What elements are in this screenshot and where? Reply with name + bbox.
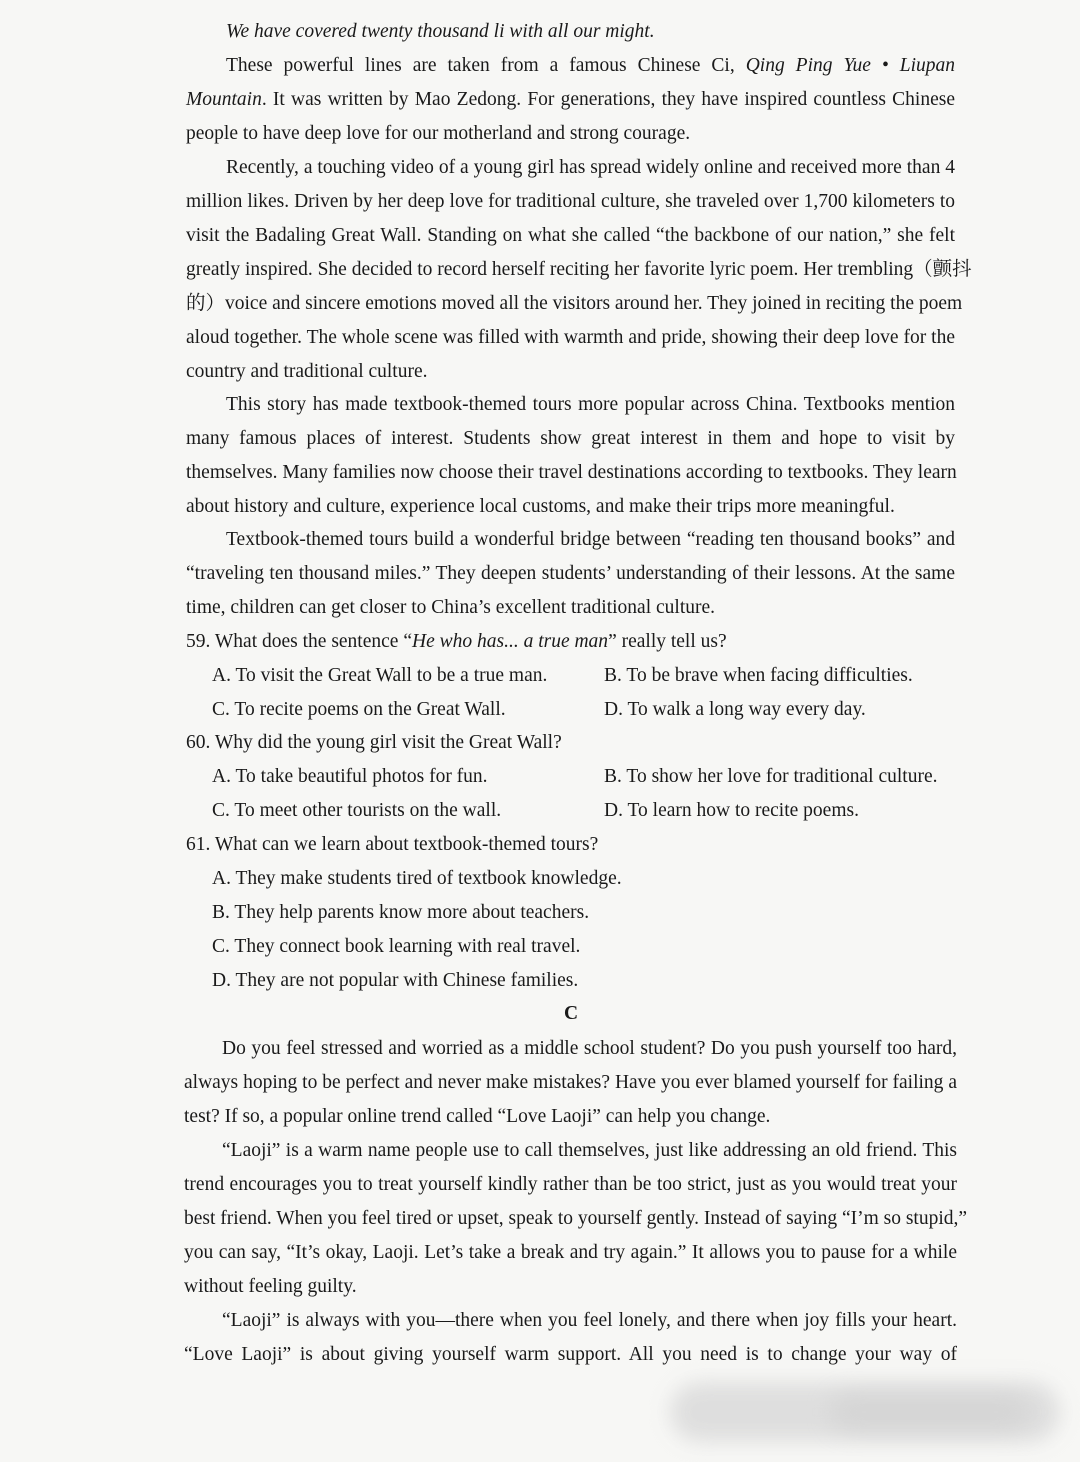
q60-option-d: D. To learn how to recite poems. <box>604 800 859 821</box>
paragraph-2-line: 的）voice and sincere emotions moved all the visitors around her. They joined in reciting the poem <box>186 293 963 314</box>
paragraph-4-line: Textbook-themed tours build a wonderful bridge between “reading ten thousand books” and <box>226 529 955 550</box>
section-c-heading: C <box>564 1003 579 1024</box>
q61-option-b: B. They help parents know more about teachers. <box>212 902 590 923</box>
paragraph-2-line: million likes. Driven by her deep love for traditional culture, she traveled over 1,700 kilometers to <box>186 191 955 212</box>
c-paragraph-1-line: always hoping to be perfect and never make mistakes? Have you ever blamed yourself for failing a <box>184 1072 957 1093</box>
question-61: 61. What can we learn about textbook-themed tours? <box>186 834 599 855</box>
q60-option-a: A. To take beautiful photos for fun. <box>212 766 488 787</box>
q59-option-b: B. To be brave when facing difficulties. <box>604 665 913 686</box>
paragraph-4-line: time, children can get closer to China’s excellent traditional culture. <box>186 597 716 618</box>
paragraph-2-line: greatly inspired. She decided to record herself reciting her favorite lyric poem. Her trembling（颤抖 <box>186 259 972 280</box>
blurred-watermark-inner <box>830 1394 1030 1430</box>
paragraph-2-line: aloud together. The whole scene was filled with warmth and pride, showing their deep love for the <box>186 327 955 348</box>
c-paragraph-2-line: trend encourages you to treat yourself kindly rather than be too strict, just as you would treat your <box>184 1174 957 1195</box>
c-paragraph-2-line: best friend. When you feel tired or upset, speak to yourself gently. Instead of saying “I’m so stupid,” <box>184 1208 968 1229</box>
ci-title: Qing Ping Yue • Liupan <box>745 55 955 76</box>
c-paragraph-1-line: Do you feel stressed and worried as a middle school student? Do you push yourself too hard, <box>222 1038 957 1059</box>
c-paragraph-2-line: you can say, “It’s okay, Laoji. Let’s take a break and try again.” It allows you to pause for a while <box>184 1242 957 1263</box>
paragraph-2-line: country and traditional culture. <box>186 361 428 382</box>
paragraph-3-line: about history and culture, experience local customs, and make their trips more meaningful. <box>186 496 895 517</box>
q59-option-a: A. To visit the Great Wall to be a true man. <box>212 665 548 686</box>
c-paragraph-3-line: “Love Laoji” is about giving yourself warm support. All you need is to change your way of <box>184 1344 957 1365</box>
question-59: 59. What does the sentence “He who has... a true man” really tell us? <box>186 631 727 652</box>
question-60: 60. Why did the young girl visit the Great Wall? <box>186 732 562 753</box>
q60-option-b: B. To show her love for traditional culture. <box>604 766 938 787</box>
paragraph-2-line: visit the Badaling Great Wall. Standing on what she called “the backbone of our nation,” she felt <box>186 225 955 246</box>
q60-option-c: C. To meet other tourists on the wall. <box>212 800 502 821</box>
c-paragraph-1-line: test? If so, a popular online trend called “Love Laoji” can help you change. <box>184 1106 771 1127</box>
paragraph-3-line: many famous places of interest. Students show great interest in them and hope to visit by <box>186 428 955 449</box>
q61-option-c: C. They connect book learning with real travel. <box>212 936 581 957</box>
paragraph-3-line: This story has made textbook-themed tours more popular across China. Textbooks mention <box>226 394 955 415</box>
paragraph-4-line: “traveling ten thousand miles.” They deepen students’ understanding of their lessons. At the same <box>186 563 955 584</box>
q61-option-d: D. They are not popular with Chinese families. <box>212 970 579 991</box>
c-paragraph-3-line: “Laoji” is always with you—there when you feel lonely, and there when joy fills your heart. <box>222 1310 957 1331</box>
quoted-sentence: He who has... a true man <box>411 631 609 652</box>
paragraph-3-line: themselves. Many families now choose their travel destinations according to textbooks. They learn <box>186 462 957 483</box>
paragraph-2-line: Recently, a touching video of a young girl has spread widely online and received more than 4 <box>226 157 955 178</box>
paragraph-1-line-3: people to have deep love for our motherland and strong courage. <box>186 123 691 144</box>
q59-option-c: C. To recite poems on the Great Wall. <box>212 699 506 720</box>
poem-line: We have covered twenty thousand li with all our might. <box>226 21 655 42</box>
paragraph-1-line-2: Mountain. It was written by Mao Zedong. For generations, they have inspired countless Chinese <box>186 89 955 110</box>
c-paragraph-2-line: “Laoji” is a warm name people use to call themselves, just like addressing an old friend. This <box>222 1140 957 1161</box>
c-paragraph-2-line: without feeling guilty. <box>184 1276 357 1297</box>
q61-option-a: A. They make students tired of textbook knowledge. <box>212 868 622 889</box>
q59-option-d: D. To walk a long way every day. <box>604 699 866 720</box>
paragraph-1-line-1: These powerful lines are taken from a famous Chinese Ci, Qing Ping Yue • Liupan <box>226 55 955 76</box>
